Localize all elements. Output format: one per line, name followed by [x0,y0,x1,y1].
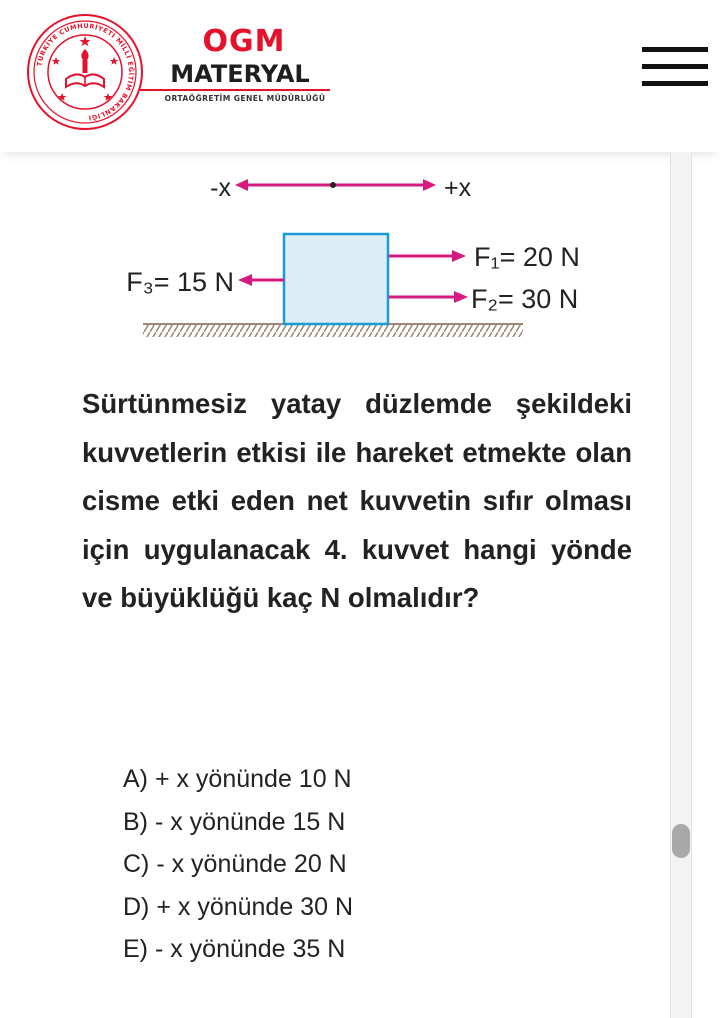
axis-positive-label: +x [444,174,472,202]
option-e[interactable]: E) - x yönünde 35 N [123,935,346,963]
site-header [0,0,720,152]
x-axis [210,174,471,202]
axis-origin-dot [330,182,336,188]
scrollbar-track[interactable] [670,152,692,1018]
axis-left-arrowhead-icon [235,179,248,191]
force-f3-arrow [238,274,284,286]
brand-title: OGM [202,24,286,59]
menu-bar [642,64,708,69]
brand-divider [140,89,330,91]
option-d[interactable]: D) + x yönünde 30 N [123,892,353,921]
force-diagram [0,152,660,362]
brand-subtitle: ORTAÖĞRETİM GENEL MÜDÜRLÜĞÜ [164,94,326,103]
axis-right-arrowhead-icon [423,179,436,191]
menu-bar [642,81,708,86]
force-f1-label: F₁= 20 N [474,242,580,272]
force-f1-arrow [389,250,466,262]
axis-negative-label: -x [210,174,231,202]
force-f3-label: F₃= 15 N [126,267,234,297]
hamburger-menu-icon[interactable] [642,46,708,90]
brand-name: MATERYAL [170,60,310,88]
option-a[interactable]: A) + x yönünde 10 N [123,765,352,793]
meb-seal-logo[interactable] [26,13,144,131]
menu-bar [642,47,708,52]
svg-text:TÜRKİYE CUMHURİYETİ MİLLİ EĞİT: TÜRKİYE CUMHURİYETİ MİLLİ EĞİTİM BAKANLIĞI [35,21,136,122]
ground-surface [143,324,523,337]
block-object [284,234,388,324]
option-b[interactable]: B) - x yönünde 15 N [123,807,346,836]
answer-options [123,758,353,971]
force-f2-arrow [389,291,468,303]
force-f2-label: F₂= 30 N [471,284,579,314]
scrollbar-thumb[interactable] [672,824,690,858]
question-text: Sürtünmesiz yatay düzlemde şekildeki kuvvetlerin etkisi ile hareket etmekte olan cisme etki eden net kuvvetin sıfır olması için uygulanacak 4. kuvvet hangi yönde ve büyüklüğü kaç N olmalıdır? [82,388,632,613]
option-c[interactable]: C) - x yönünde 20 N [123,850,347,878]
